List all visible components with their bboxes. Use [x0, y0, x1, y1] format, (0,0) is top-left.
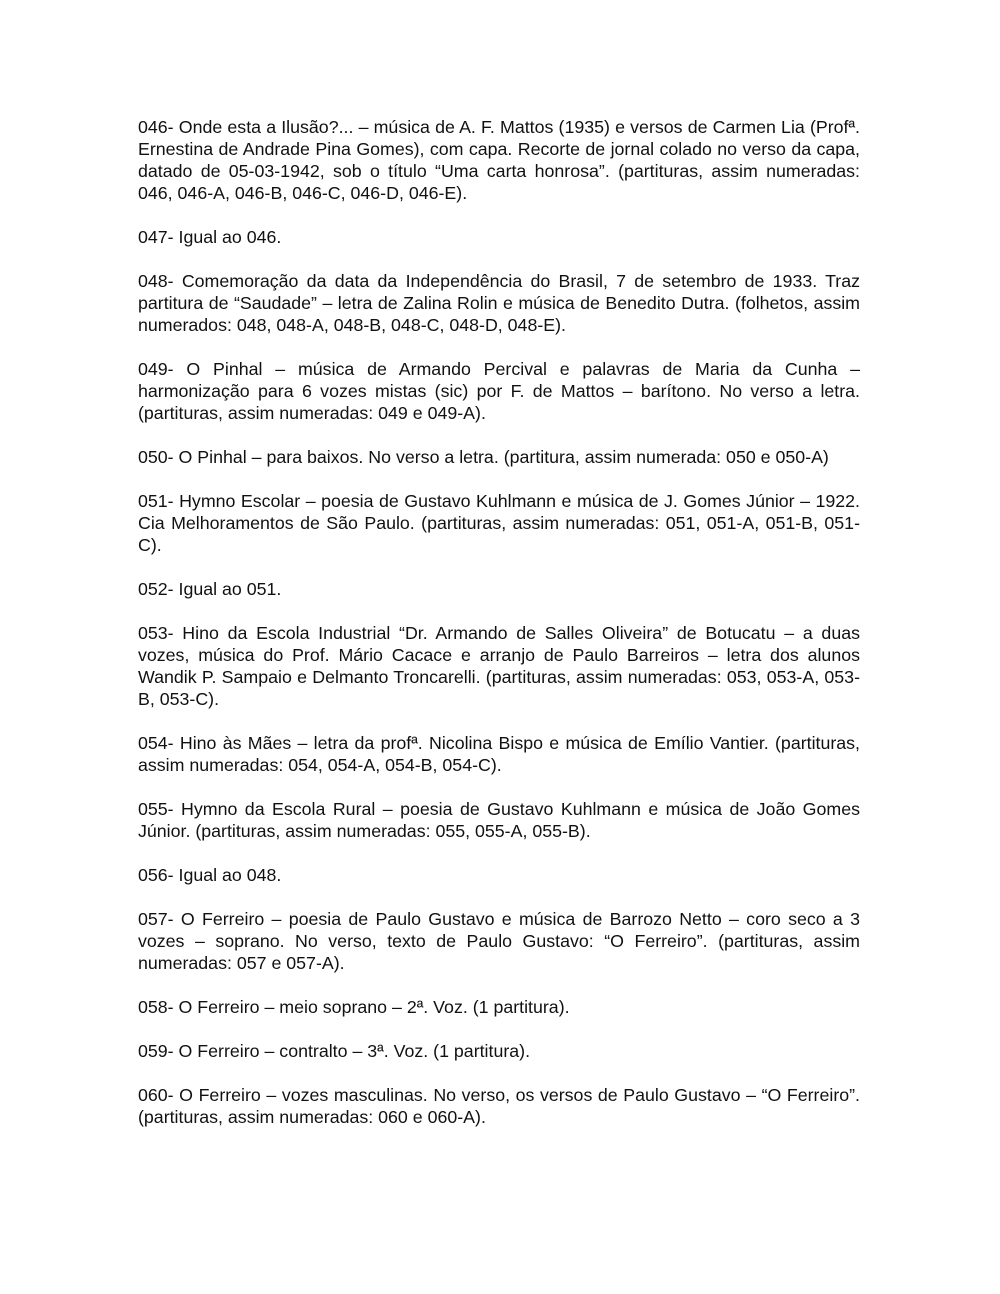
- catalog-entry-055: 055- Hymno da Escola Rural – poesia de Gustavo Kuhlmann e música de João Gomes Júnior. (partituras, assim numeradas: 055, 055-A, 055-B).: [138, 799, 860, 841]
- catalog-entry-051: 051- Hymno Escolar – poesia de Gustavo Kuhlmann e música de J. Gomes Júnior – 1922. Cia Melhoramentos de São Paulo. (partituras, assim numeradas: 051, 051-A, 051-B, 051-C).: [138, 491, 860, 555]
- catalog-entry-047: 047- Igual ao 046.: [138, 227, 282, 247]
- catalog-entry-060: 060- O Ferreiro – vozes masculinas. No verso, os versos de Paulo Gustavo – “O Ferreiro”. (partituras, assim numeradas: 060 e 060-A).: [138, 1085, 860, 1127]
- catalog-entry-050: 050- O Pinhal – para baixos. No verso a letra. (partitura, assim numerada: 050 e 050-A): [138, 447, 829, 467]
- document-page: [138, 116, 860, 1150]
- catalog-entry-059: 059- O Ferreiro – contralto – 3ª. Voz. (1 partitura).: [138, 1041, 531, 1061]
- catalog-entry-054: 054- Hino às Mães – letra da profª. Nicolina Bispo e música de Emílio Vantier. (partituras, assim numeradas: 054, 054-A, 054-B, 054-C).: [138, 733, 860, 775]
- catalog-entry-049: 049- O Pinhal – música de Armando Percival e palavras de Maria da Cunha – harmonização para 6 vozes mistas (sic) por F. de Mattos – barítono. No verso a letra. (partituras, assim numeradas: 049 e 049-A).: [138, 359, 860, 423]
- catalog-entry-048: 048- Comemoração da data da Independência do Brasil, 7 de setembro de 1933. Traz partitura de “Saudade” – letra de Zalina Rolin e música de Benedito Dutra. (folhetos, assim numerados: 048, 048-A, 048-B, 048-C, 048-D, 048-E).: [138, 271, 860, 335]
- catalog-entry-046: 046- Onde esta a Ilusão?... – música de A. F. Mattos (1935) e versos de Carmen Lia (Profª. Ernestina de Andrade Pina Gomes), com capa. Recorte de jornal colado no verso da capa, datado de 05-03-1942, sob o título “Uma carta honrosa”. (partituras, assim numeradas: 046, 046-A, 046-B, 046-C, 046-D, 046-E).: [138, 117, 860, 203]
- catalog-entry-057: 057- O Ferreiro – poesia de Paulo Gustavo e música de Barrozo Netto – coro seco a 3 vozes – soprano. No verso, texto de Paulo Gustavo: “O Ferreiro”. (partituras, assim numeradas: 057 e 057-A).: [138, 909, 860, 973]
- catalog-entry-056: 056- Igual ao 048.: [138, 865, 282, 885]
- catalog-entry-052: 052- Igual ao 051.: [138, 579, 282, 599]
- catalog-entry-053: 053- Hino da Escola Industrial “Dr. Armando de Salles Oliveira” de Botucatu – a duas vozes, música do Prof. Mário Cacace e arranjo de Paulo Barreiros – letra dos alunos Wandik P. Sampaio e Delmanto Troncarelli. (partituras, assim numeradas: 053, 053-A, 053-B, 053-C).: [138, 623, 860, 709]
- catalog-entry-058: 058- O Ferreiro – meio soprano – 2ª. Voz. (1 partitura).: [138, 997, 570, 1017]
